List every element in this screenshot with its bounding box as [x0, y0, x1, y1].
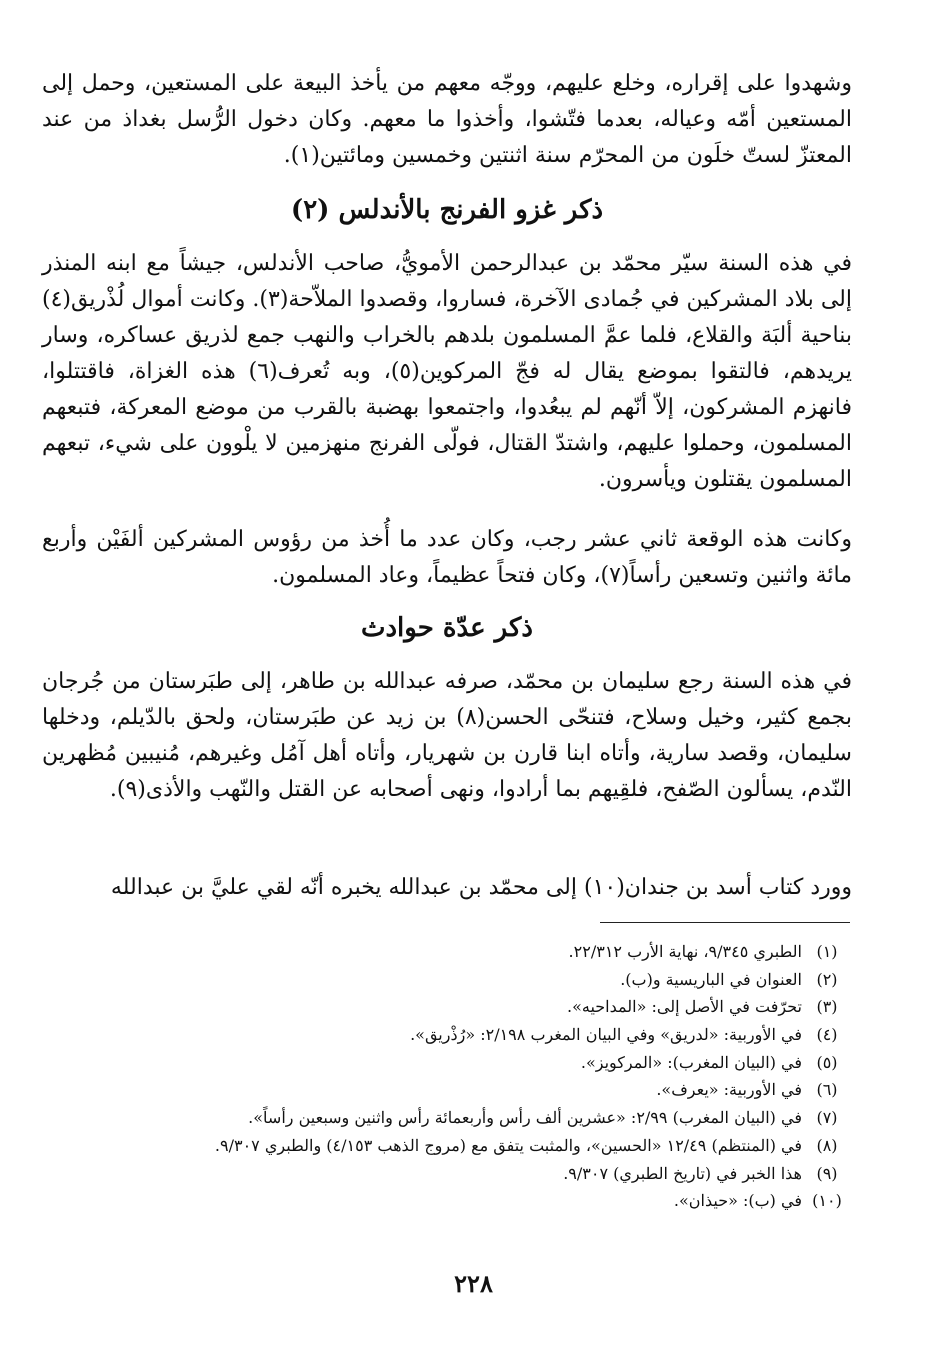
footnote-number: (٩) [816, 1163, 838, 1183]
footnote-text: في (ب): «حيذان». [673, 1191, 802, 1211]
footnote-text: الطبري ٩/٣٤٥، نهاية الأرب ٢٢/٣١٢. [568, 942, 802, 961]
heading-frankish-raid: ذكر غزو الفرنج بالأندلس (٢) [290, 195, 604, 225]
footnote-item [42, 993, 852, 1021]
footnote-text: في الأوربية: «يعرف». [656, 1080, 802, 1100]
paragraph-battle-outcome: وكانت هذه الوقعة ثاني عشر رجب، وكان عدد ما أُخذ من رؤوس المشركين ألفَيْن وأربع مائة واثنين وتسعين رأساً(٧)، وكان فتحاً عظيماً، وعاد المسلمون. [42, 527, 852, 588]
footnote-number: (٣) [816, 997, 838, 1017]
footnote-text: العنوان في الباريسية و(ب). [620, 969, 802, 989]
footnote-number: (٥) [816, 1052, 838, 1072]
footnote-text: في الأوربية: «لدريق» وفي البيان المغرب ٢/١٩٨: «رُذْريق». [410, 1025, 802, 1045]
footnote-number: (٤) [816, 1025, 838, 1045]
footnote-item [42, 1132, 852, 1160]
page-number: ٢٢٨ [454, 1269, 493, 1298]
paragraph-andalus-campaign: في هذه السنة سيّر محمّد بن عبدالرحمن الأمويُّ، صاحب الأندلس، جيشاً مع ابنه المنذر إلى بلاد المشركين في جُمادى الآخرة، فساروا، وقصدوا الملاّحة(٣). وكانت أموال لُذْريق(٤) بناحية ألبَة والقلاع، فلما عمَّ المسلمون بلدهم بالخراب والنهب جمع لذريق عساكره، وسار يريدهم، فالتقوا بموضع يقال له فجّ المركوين(٥)، وبه تُعرف(٦) هذه الغزاة، فاقتتلوا، فانهزم المشركون، إلاّ أنّهم لم يبعُدوا، واجتمعوا بهضبة بالقرب من موضع المعركة، فتبعهم المسلمون، وحملوا عليهم، واشتدّ القتال، فولّى الفرنج منهزمين لا يلْوون على شيء، تبعهم المسلمون يقتلون ويأسرون. [42, 251, 852, 492]
footnote-item [42, 1049, 852, 1077]
footnote-item [42, 966, 852, 994]
paragraph-oath: وشهدوا على إقراره، وخلع عليهم، ووجّه معهم من يأخذ البيعة على المستعين، وحمل إلى المستعين أمّه وعياله، بعدما فتّشوا، وأخذوا ما معهم. وكان دخول الرُّسل بغداذ من عند المعتزّ لستّ خلَون من المحرّم سنة اثنتين وخمسين ومائتين(١). [42, 71, 852, 168]
footnote-item [42, 1021, 852, 1049]
footnote-text: هذا الخبر في (تاريخ الطبري) ٩/٣٠٧. [563, 1163, 802, 1183]
footnote-item [42, 1187, 852, 1215]
footnote-number: (٨) [816, 1135, 838, 1155]
footnote-item [42, 1104, 852, 1132]
footnote-number: (٦) [816, 1080, 838, 1100]
footnote-number: (١) [816, 942, 838, 961]
footnote-text: في (البيان المغرب): «المركويز». [580, 1052, 802, 1072]
heading-various-events: ذكر عدّة حوادث [361, 613, 533, 643]
paragraph-letter: وورد كتاب أسد بن جندان(١٠) إلى محمّد بن عبدالله يخبره أنّه لقي عليَّ بن عبدالله [110, 875, 852, 900]
footnote-list [42, 938, 852, 1215]
footnote-divider [600, 922, 850, 923]
footnote-text: في (البيان المغرب) ٢/٩٩: «عشرين ألف رأس وأربعمائة رأس واثنين وسبعين رأساً». [248, 1108, 802, 1128]
footnote-item [42, 1160, 852, 1188]
footnote-number: (٢) [816, 969, 838, 989]
footnote-item [42, 938, 852, 966]
footnote-number: (١٠) [812, 1191, 842, 1211]
footnote-number: (٧) [816, 1108, 838, 1128]
footnote-item [42, 1076, 852, 1104]
paragraph-tabaristan: في هذه السنة رجع سليمان بن محمّد، صرفه عبدالله بن طاهر، إلى طبَرستان من جُرجان بجمع كثير، وخيل وسلاح، فتنحّى الحسن(٨) بن زيد عن طبَرستان، ولحق بالدّيلم، ودخلها سليمان، وقصد سارية، وأتاه ابنا قارن بن شهريار، وأتاه أهل آمُل وغيرهم، مُنيبين مُظهرين النّدم، يسألون الصّفح، فلقِيهم بما أرادوا، ونهى أصحابه عن القتل والنّهب والأذى(٩). [42, 669, 852, 802]
footnote-text: تحرّفت في الأصل إلى: «المداحيه». [567, 997, 802, 1017]
footnote-text: في (المنتظم) ١٢/٤٩ «الحسين»، والمثبت يتفق مع (مروج الذهب ٤/١٥٣) والطبري ٩/٣٠٧. [214, 1135, 802, 1155]
